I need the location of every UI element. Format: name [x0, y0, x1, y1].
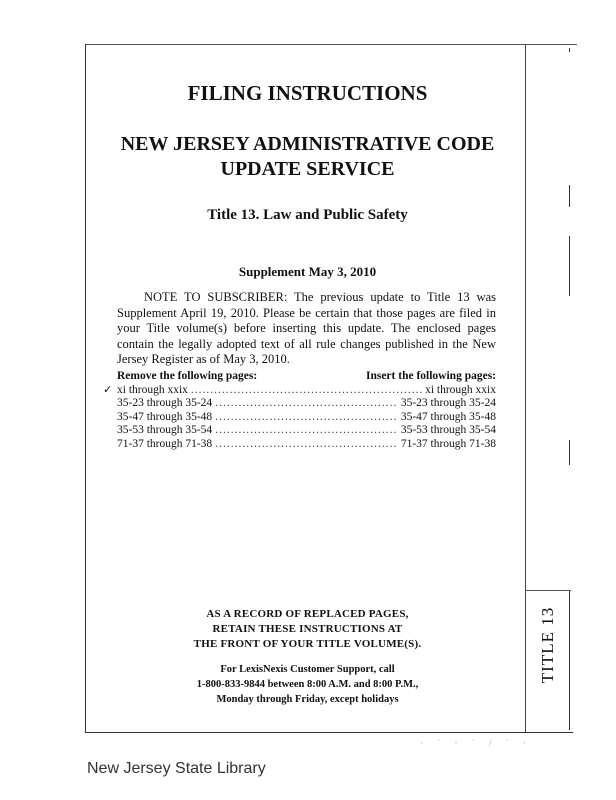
insert-pages: 35-47 through 35-48	[400, 410, 496, 423]
remove-pages: 35-23 through 35-24	[117, 397, 213, 409]
code-title-line: UPDATE SERVICE	[220, 158, 395, 180]
retain-line: RETAIN THESE INSTRUCTIONS AT	[212, 623, 403, 635]
tab-edge-mark	[569, 236, 570, 296]
title-tab-label: TITLE 13	[538, 606, 557, 684]
remove-pages: xi through xxix	[117, 383, 188, 396]
page-heading: FILING INSTRUCTIONS	[187, 81, 428, 105]
tab-edge-mark	[569, 185, 570, 207]
leader-dots	[215, 411, 398, 425]
checkmark-icon: ✓	[103, 383, 113, 396]
leader-dots	[215, 397, 398, 411]
code-title	[95, 132, 520, 182]
tab-edge-line	[569, 590, 570, 730]
table-row	[117, 411, 496, 425]
remove-header: Remove the following pages:	[117, 370, 258, 382]
table-row	[117, 397, 496, 411]
leader-dots	[215, 424, 398, 438]
remove-pages: 35-53 through 35-54	[117, 424, 213, 436]
remove-pages: 35-47 through 35-48	[117, 410, 213, 423]
tab-top-border	[525, 590, 571, 591]
page-replacement-table	[103, 370, 496, 451]
leader-dots	[191, 384, 422, 398]
leader-dots	[215, 438, 398, 452]
insert-pages: 35-53 through 35-54	[400, 424, 496, 436]
customer-support	[95, 662, 520, 707]
table-header	[117, 370, 496, 384]
retain-line: AS A RECORD OF REPLACED PAGES,	[206, 608, 409, 620]
support-line: 1-800-833-9844 between 8:00 A.M. and 8:00 P.M.,	[196, 679, 419, 690]
table-row	[117, 424, 496, 438]
supplement-date: Supplement May 3, 2010	[238, 264, 377, 279]
frame-top-border	[85, 44, 577, 45]
subscriber-note: NOTE TO SUBSCRIBER: The previous update to Title 13 was Supplement April 19, 2010. Please be certain that those pages are filed in your Title volume(s) before inserting this update. The enclosed pages contain the legally adopted text of all rule changes published in the New Jersey Register as of May 3, 2010.	[117, 290, 496, 366]
support-line: For LexisNexis Customer Support, call	[220, 664, 395, 675]
frame-right-border	[525, 44, 526, 732]
support-line: Monday through Friday, except holidays	[216, 694, 399, 705]
tab-edge-mark	[569, 48, 570, 52]
retain-instructions	[95, 607, 520, 652]
table-row	[103, 383, 496, 398]
frame-left-border	[85, 44, 86, 732]
code-title-line: NEW JERSEY ADMINISTRATIVE CODE	[120, 133, 495, 155]
library-watermark: New Jersey State Library	[87, 760, 266, 777]
table-row	[117, 438, 496, 452]
frame-bottom-border	[85, 732, 573, 733]
insert-pages: xi through xxix	[425, 383, 496, 396]
tab-edge-mark	[569, 440, 570, 465]
insert-pages: 35-23 through 35-24	[400, 397, 496, 409]
insert-pages: 71-37 through 71-38	[400, 437, 496, 450]
retain-line: THE FRONT OF YOUR TITLE VOLUME(S).	[193, 638, 422, 650]
insert-header: Insert the following pages:	[365, 370, 496, 382]
scan-specks: · ˙ · ˙ / ˙ ·	[420, 738, 532, 748]
title-subject: Title 13. Law and Public Safety	[207, 207, 408, 223]
remove-pages: 71-37 through 71-38	[117, 437, 213, 450]
